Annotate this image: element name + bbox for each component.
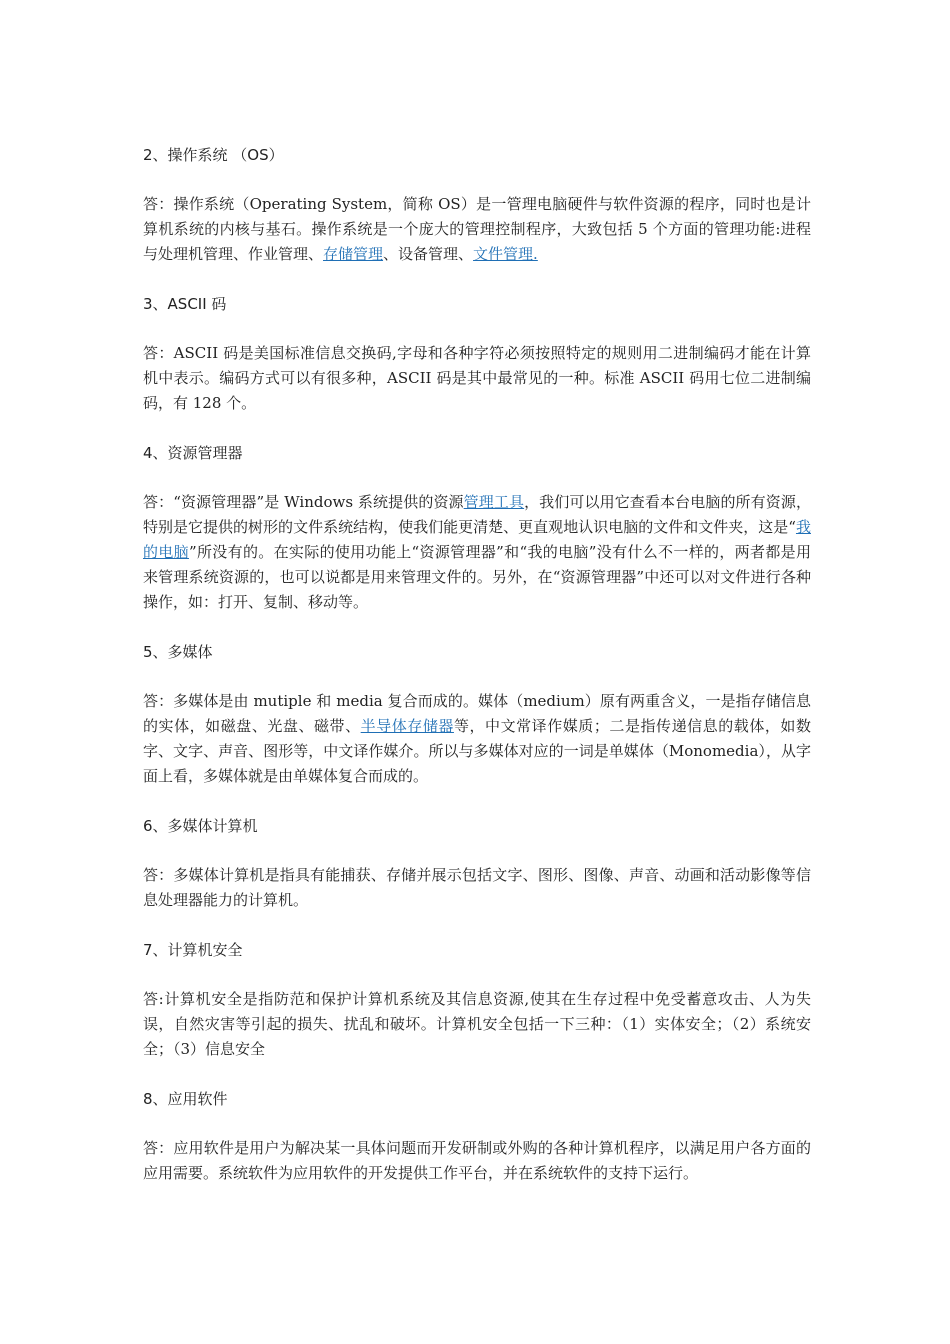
answer-text: ”所没有的。在实际的使用功能上“资源管理器”和“我的电脑”没有什么不一样的，两者都是用来管理系统资源的，也可以说都是用来管理文件的。另外，在“资源管理器”中还可以对文件进行各种操作，如：打开、复制、移动等。 (143, 543, 811, 611)
answer-text: 答:计算机安全是指防范和保护计算机系统及其信息资源,使其在生存过程中免受蓄意攻击、人为失误，自然灾害等引起的损失、扰乱和破坏。计算机安全包括一下三种：（1）实体安全；（2）系统安全；（3）信息安全 (143, 990, 811, 1058)
section-heading-ascii: 3、ASCII 码 (143, 295, 227, 313)
link-management-tools[interactable]: 管理工具 (463, 493, 525, 511)
section-answer-application-software (143, 1136, 811, 1186)
answer-text: 答：操作系统（Operating System，简称 OS）是一管理电脑硬件与软件资源的程序，同时也是计算机系统的内核与基石。操作系统是一个庞大的管理控制程序，大致包括 5 个方面的管理功能:进程与处理机管理、作业管理、 (143, 195, 811, 263)
answer-text: 答：ASCII 码是美国标准信息交换码,字母和各种字符必须按照特定的规则用二进制编码才能在计算机中表示。编码方式可以有很多种，ASCII 码是其中最常见的一种。标准 ASCII 码用七位二进制编码，有 128 个。 (143, 344, 811, 412)
section-answer-security (143, 987, 811, 1062)
answer-text: 等，中文常译作媒质；二是指传递信息的载体，如数字、文字、声音、图形等，中文译作媒介。所以与多媒体对应的一词是单媒体（Monomedia），从字面上看，多媒体就是由单媒体复合而成的。 (143, 717, 811, 785)
document-page (143, 143, 811, 1211)
section-answer-multimedia (143, 689, 811, 789)
section-heading-explorer: 4、资源管理器 (143, 444, 243, 462)
link-semiconductor-memory[interactable]: 半导体存储器 (360, 717, 454, 735)
section-answer-explorer (143, 490, 811, 615)
answer-text: 、设备管理、 (383, 245, 474, 263)
link-storage-management[interactable]: 存储管理 (323, 245, 384, 263)
section-heading-security: 7、计算机安全 (143, 941, 243, 959)
section-heading-os: 2、操作系统 （OS） (143, 146, 284, 164)
link-my-computer[interactable]: 我的电脑 (143, 518, 811, 561)
answer-text: ，我们可以用它查看本台电脑的所有资源，特别是它提供的树形的文件系统结构，使我们能更清楚、更直观地认识电脑的文件和文件夹，这是“ (143, 493, 811, 536)
section-answer-ascii (143, 341, 811, 416)
link-file-management[interactable]: 文件管理. (473, 245, 538, 263)
section-heading-multimedia: 5、多媒体 (143, 643, 213, 661)
section-answer-multimedia-computer (143, 863, 811, 913)
answer-text: 答：应用软件是用户为解决某一具体问题而开发研制或外购的各种计算机程序，以满足用户各方面的应用需要。系统软件为应用软件的开发提供工作平台，并在系统软件的支持下运行。 (143, 1139, 811, 1182)
answer-text: 答：多媒体计算机是指具有能捕获、存储并展示包括文字、图形、图像、声音、动画和活动影像等信息处理器能力的计算机。 (143, 866, 811, 909)
answer-text: 答：“资源管理器”是 Windows 系统提供的资源 (143, 493, 464, 511)
answer-text: 答：多媒体是由 mutiple 和 media 复合而成的。媒体（medium）原有两重含义，一是指存储信息的实体，如磁盘、光盘、磁带、 (143, 692, 811, 735)
section-heading-multimedia-computer: 6、多媒体计算机 (143, 817, 258, 835)
section-heading-application-software: 8、应用软件 (143, 1090, 228, 1108)
section-answer-os (143, 192, 811, 267)
